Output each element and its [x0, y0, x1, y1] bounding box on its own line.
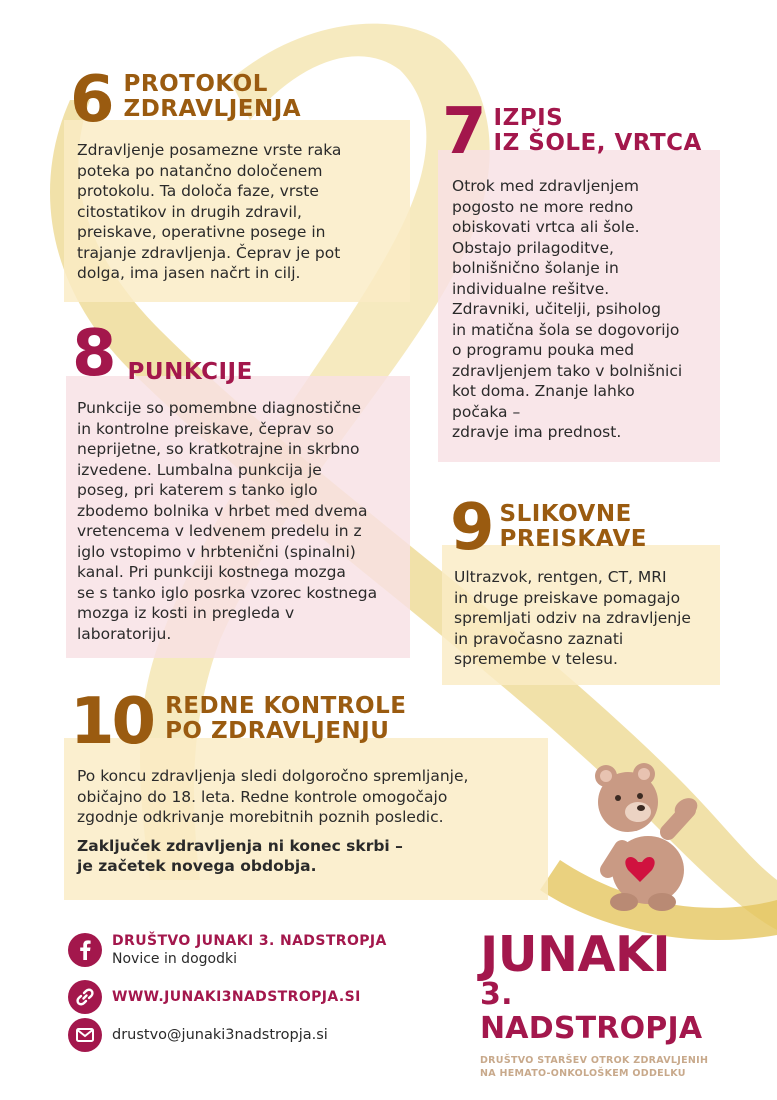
section-9-text: Ultrazvok, rentgen, CT, MRI in druge preiskave pomagajo spremljati odziv na zdravljenje in pravočasno zaznati spremembe v telesu. — [454, 568, 691, 668]
logo-tagline-2: NA HEMATO-ONKOLOŠKEM ODDELKU — [480, 1068, 686, 1079]
section-7-number: 7 — [442, 95, 484, 169]
teddy-bear-illustration — [588, 752, 708, 912]
logo-sub-text: 3. NADSTROPJA — [480, 977, 703, 1046]
section-10-box — [64, 738, 548, 900]
section-7-title-line2: IZ ŠOLE, VRTCA — [493, 130, 702, 156]
website-contact[interactable] — [68, 980, 361, 1014]
section-7-box — [438, 150, 720, 462]
section-8-number: 8 — [72, 317, 114, 391]
section-6-title-line2: ZDRAVLJENJA — [123, 96, 302, 122]
logo-tagline-1: DRUŠTVO STARŠEV OTROK ZDRAVLJENIH — [480, 1055, 709, 1066]
facebook-sub: Novice in dogodki — [112, 951, 237, 967]
section-10-text: Po koncu zdravljenja sledi dolgoročno spremljanje, običajno do 18. leta. Redne kontrole omogočajo zgodnje odkrivanje morebitnih poznih posledic. — [77, 767, 469, 826]
mail-icon — [68, 1018, 102, 1052]
section-9-number: 9 — [450, 491, 492, 565]
section-8-text: Punkcije so pomembne diagnostične in kontrolne preiskave, čeprav so neprijetne, so kratkotrajne in skrbno izvedene. Lumbalna punkcija je poseg, pri katerem s tanko iglo zbodemo bolnika v hrbet med dvema vretencema v ledvenem predelu in z iglo vstopimo v hrbtenični (spinalni) kanal. Pri punkciji kostnega mozga se s tanko iglo posrka vzorec kostnega mozga iz kosti in pregleda v laboratoriju. — [77, 399, 378, 643]
junaki-logo — [480, 926, 740, 1080]
section-9-title-line1: SLIKOVNE — [499, 501, 632, 527]
section-10-heading — [70, 685, 407, 759]
section-10-bold-text: Zaključek zdravljenja ni konec skrbi – je začetek novega obdobja. — [77, 836, 403, 875]
section-9-heading — [450, 491, 648, 565]
section-10-number: 10 — [70, 685, 154, 759]
section-9-title-line2: PREISKAVE — [499, 526, 648, 552]
section-7-heading — [442, 95, 702, 169]
email-contact[interactable] — [68, 1018, 328, 1052]
section-6-title-line1: PROTOKOL — [123, 71, 268, 97]
section-8-box — [66, 376, 410, 658]
section-7-text: Otrok med zdravljenjem pogosto ne more redno obiskovati vrtca ali šole. Obstajo prilagoditve, bolnišnično šolanje in individualne rešitve. Zdravniki, učitelji, psiholog in matična šola se dogovorijo o programu pouka med zdravljenjem tako v bolnišnici kot doma. Znanje lahko počaka – zdravje ima prednost. — [452, 177, 683, 441]
logo-main-text: JUNAKI — [480, 926, 671, 983]
section-6-number: 6 — [70, 63, 112, 137]
section-6-text: Zdravljenje posamezne vrste raka poteka po natančno določenem protokolu. Ta določa faze, vrste citostatikov in drugih zdravil, preiskave, operativne posege in trajanje zdravljenja. Čeprav je pot dolga, ima jasen načrt in cilj. — [77, 141, 342, 282]
facebook-icon — [68, 933, 102, 967]
section-8-heading — [72, 317, 253, 391]
email-link[interactable]: drustvo@junaki3nadstropja.si — [112, 1027, 328, 1043]
website-link[interactable]: WWW.JUNAKI3NADSTROPJA.SI — [112, 989, 361, 1005]
section-10-title-line1: REDNE KONTROLE — [165, 693, 407, 719]
link-icon — [68, 980, 102, 1014]
facebook-contact[interactable] — [68, 933, 387, 967]
section-10-title-line2: PO ZDRAVLJENJU — [165, 718, 390, 744]
section-7-title-line1: IZPIS — [493, 105, 564, 131]
section-9-box — [442, 545, 720, 685]
facebook-name: DRUŠTVO JUNAKI 3. NADSTROPJA — [112, 933, 387, 949]
section-6-heading — [70, 63, 302, 137]
section-8-title-line1: PUNKCIJE — [127, 359, 253, 385]
section-6-box — [64, 120, 410, 302]
